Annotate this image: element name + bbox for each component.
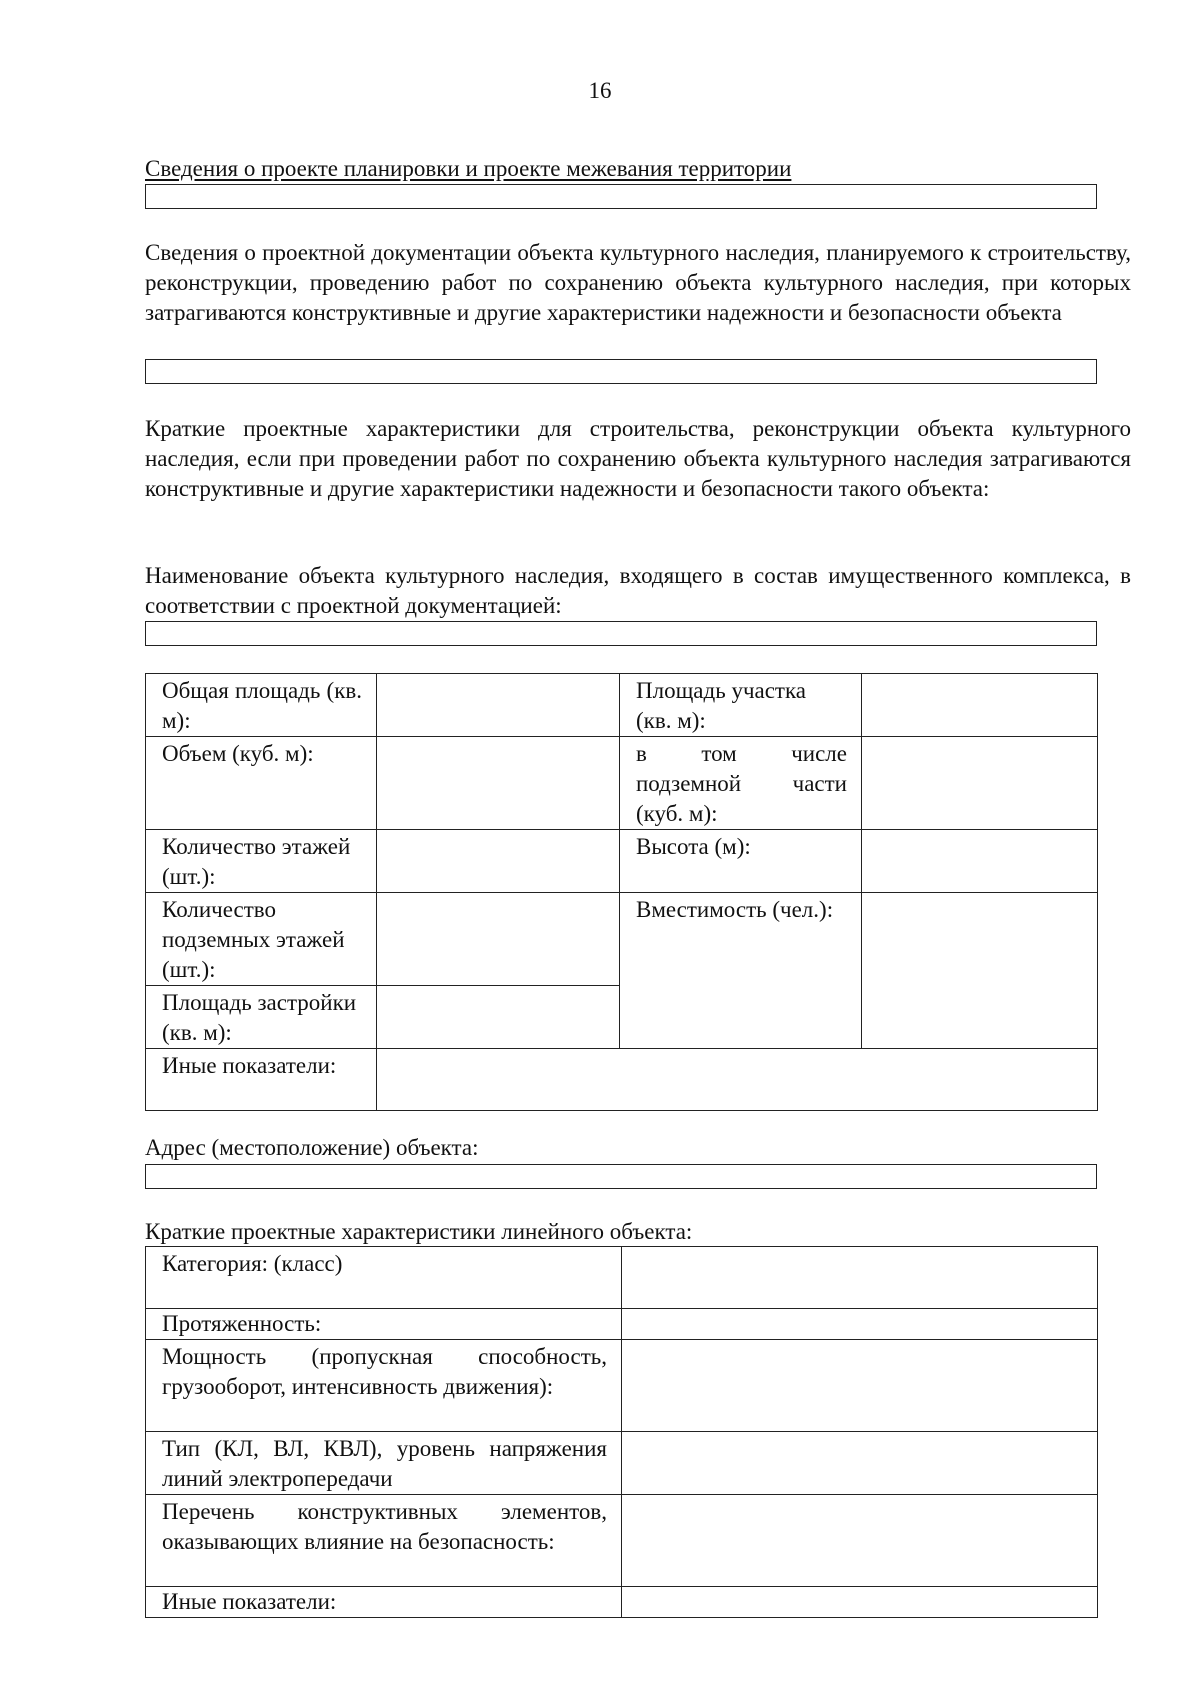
height-value[interactable] [862, 830, 1098, 893]
building-area-value[interactable] [377, 986, 620, 1049]
total-area-label: Общая площадь (кв. м): [146, 674, 377, 737]
floors-label: Количество этажей (шт.): [146, 830, 377, 893]
building-chars-table [145, 673, 1098, 1111]
address-field[interactable] [145, 1164, 1097, 1189]
plot-area-value[interactable] [862, 674, 1098, 737]
linear-label: Краткие проектные характеристики линейного объекта: [145, 1219, 693, 1244]
address-label: Адрес (местоположение) объекта: [145, 1135, 479, 1160]
planning-label [145, 154, 1131, 184]
total-area-value[interactable] [377, 674, 620, 737]
power-value[interactable] [622, 1340, 1098, 1432]
plot-area-label: Площадь участка (кв. м): [620, 674, 862, 737]
capacity-value[interactable] [862, 893, 1098, 1049]
length-label: Протяженность: [146, 1309, 622, 1340]
object-name-field[interactable] [145, 621, 1097, 646]
underground-floors-label: Количество подземных этажей (шт.): [146, 893, 377, 986]
power-label: Мощность (пропускная способность, грузооборот, интенсивность движения): [146, 1340, 622, 1432]
other-label: Иные показатели: [146, 1049, 377, 1111]
underground-floors-value[interactable] [377, 893, 620, 986]
capacity-label: Вместимость (чел.): [620, 893, 862, 1049]
linear-chars-table [145, 1246, 1098, 1618]
floors-value[interactable] [377, 830, 620, 893]
linear-other-value[interactable] [622, 1587, 1098, 1618]
category-label: Категория: (класс) [146, 1247, 622, 1309]
linear-other-label: Иные показатели: [146, 1587, 622, 1618]
page-number: 16 [588, 78, 612, 103]
underground-volume-value[interactable] [862, 737, 1098, 830]
planning-label-text: Сведения о проекте планировки и проекте межевания территории [145, 156, 792, 181]
other-value[interactable] [377, 1049, 1098, 1111]
volume-label: Объем (куб. м): [146, 737, 377, 830]
project-docs-label: Сведения о проектной документации объекта культурного наследия, планируемого к строительству, реконструкции, проведению работ по сохранению объекта культурного наследия, при которых затрагиваются конструктивные и другие характеристики надежности и безопасности объекта [145, 240, 1131, 325]
elements-value[interactable] [622, 1495, 1098, 1587]
height-label: Высота (м): [620, 830, 862, 893]
brief-chars-label: Краткие проектные характеристики для строительства, реконструкции объекта культурного наследия, если при проведении работ по сохранению объекта культурного наследия затрагиваются конструктивные и другие характеристики надежности и безопасности такого объекта: [145, 416, 1131, 501]
volume-value[interactable] [377, 737, 620, 830]
elements-label: Перечень конструктивных элементов, оказывающих влияние на безопасность: [146, 1495, 622, 1587]
type-label: Тип (КЛ, ВЛ, КВЛ), уровень напряжения линий электропередачи [146, 1432, 622, 1495]
category-value[interactable] [622, 1247, 1098, 1309]
type-value[interactable] [622, 1432, 1098, 1495]
planning-field[interactable] [145, 184, 1097, 209]
project-docs-field[interactable] [145, 359, 1097, 384]
building-area-label: Площадь застройки (кв. м): [146, 986, 377, 1049]
length-value[interactable] [622, 1309, 1098, 1340]
underground-volume-label: в том числе подземной части (куб. м): [620, 737, 862, 830]
object-name-label: Наименование объекта культурного наследия, входящего в состав имущественного комплекса, в соответствии с проектной документацией: [145, 563, 1131, 618]
